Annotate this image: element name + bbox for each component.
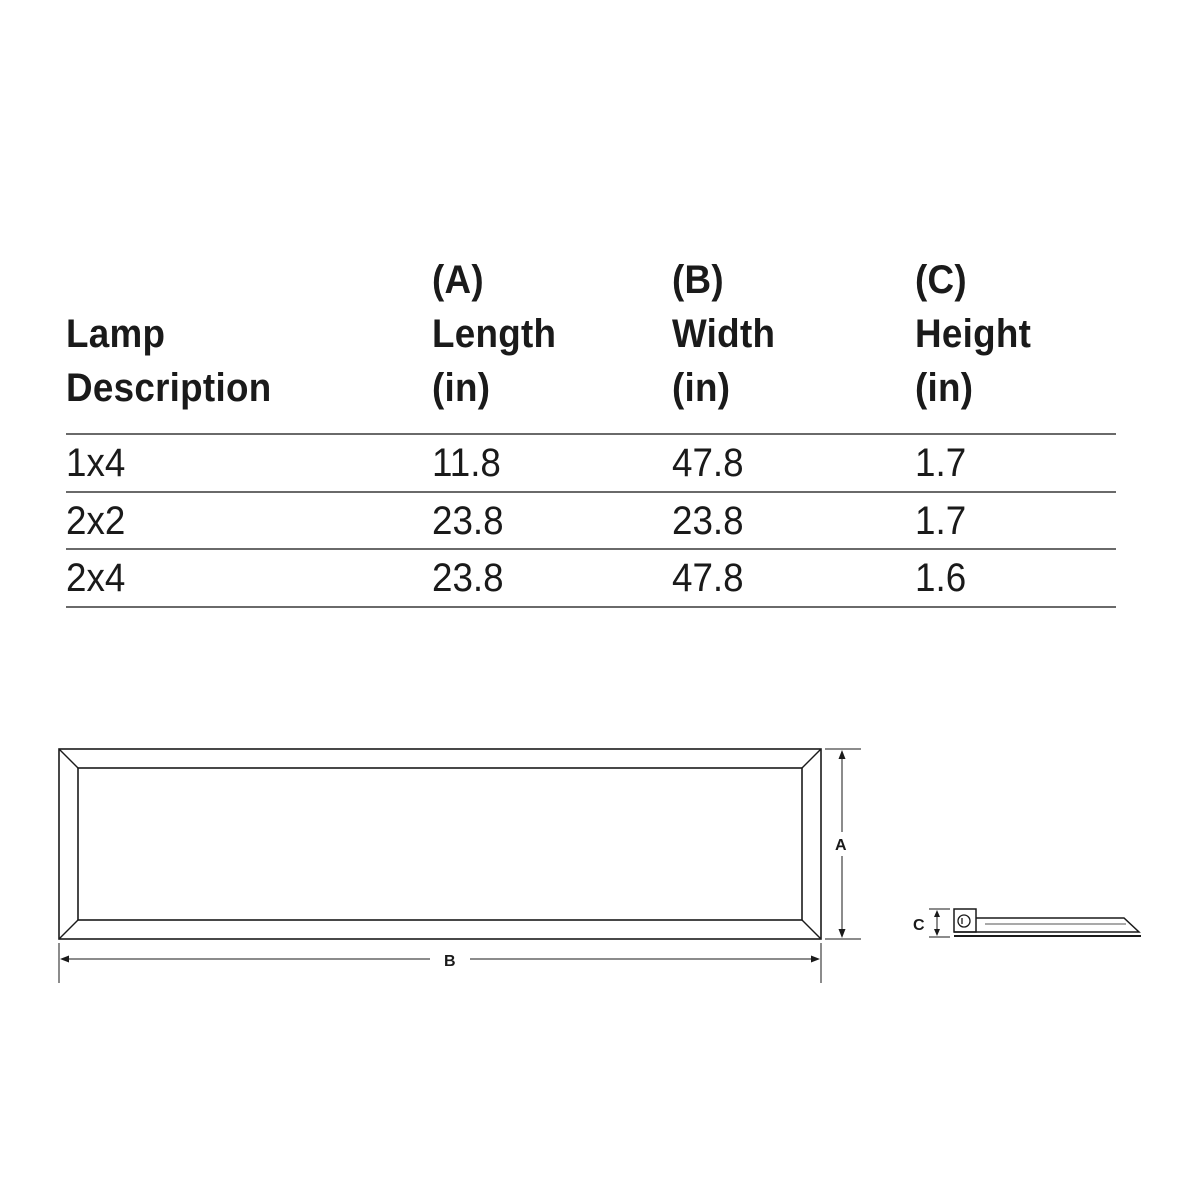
panel-profile — [954, 918, 1139, 932]
cell-length: 23.8 — [432, 556, 504, 600]
dimension-label-c: C — [913, 917, 925, 934]
driver-box — [954, 909, 976, 932]
panel-outer-frame — [59, 749, 821, 939]
cell-description: 1x4 — [66, 441, 126, 485]
header-line: (in) — [672, 366, 731, 410]
arrow-down-icon — [934, 929, 940, 936]
panel-side-view — [954, 909, 1141, 936]
dimension-a — [825, 749, 861, 939]
dimension-label-b: B — [444, 953, 456, 970]
header-line: Length — [432, 312, 557, 356]
header-line: (C) — [915, 258, 967, 302]
cell-description: 2x4 — [66, 556, 126, 600]
cell-width: 47.8 — [672, 556, 744, 600]
cell-description: 2x2 — [66, 498, 126, 543]
driver-knockout-icon — [958, 915, 970, 927]
header-line: Lamp — [66, 312, 166, 356]
header-line: (in) — [915, 366, 974, 410]
header-line: (A) — [432, 258, 484, 302]
frame-corner-bevel — [802, 749, 821, 768]
header-line: (in) — [432, 366, 491, 410]
cell-height: 1.6 — [915, 556, 967, 600]
panel-inner-lens — [78, 768, 802, 920]
cell-length: 11.8 — [432, 441, 501, 485]
header-line: Height — [915, 312, 1032, 356]
dimension-c — [913, 909, 950, 937]
header-line: Width — [672, 312, 776, 356]
header-line: (B) — [672, 258, 724, 302]
arrow-up-icon — [934, 910, 940, 917]
cell-length: 23.8 — [432, 498, 504, 543]
cell-width: 23.8 — [672, 498, 744, 543]
header-line: Description — [66, 366, 272, 410]
arrow-left-icon — [60, 956, 69, 963]
arrow-down-icon — [839, 929, 846, 938]
dimension-label-a: A — [835, 837, 847, 854]
cell-height: 1.7 — [915, 498, 967, 543]
arrow-right-icon — [811, 956, 820, 963]
arrow-up-icon — [839, 750, 846, 759]
dimension-b — [59, 943, 821, 983]
frame-corner-bevel — [59, 749, 78, 768]
frame-corner-bevel — [802, 920, 821, 939]
frame-corner-bevel — [59, 920, 78, 939]
cell-width: 47.8 — [672, 441, 744, 485]
cell-height: 1.7 — [915, 441, 967, 485]
panel-top-view — [59, 749, 821, 939]
